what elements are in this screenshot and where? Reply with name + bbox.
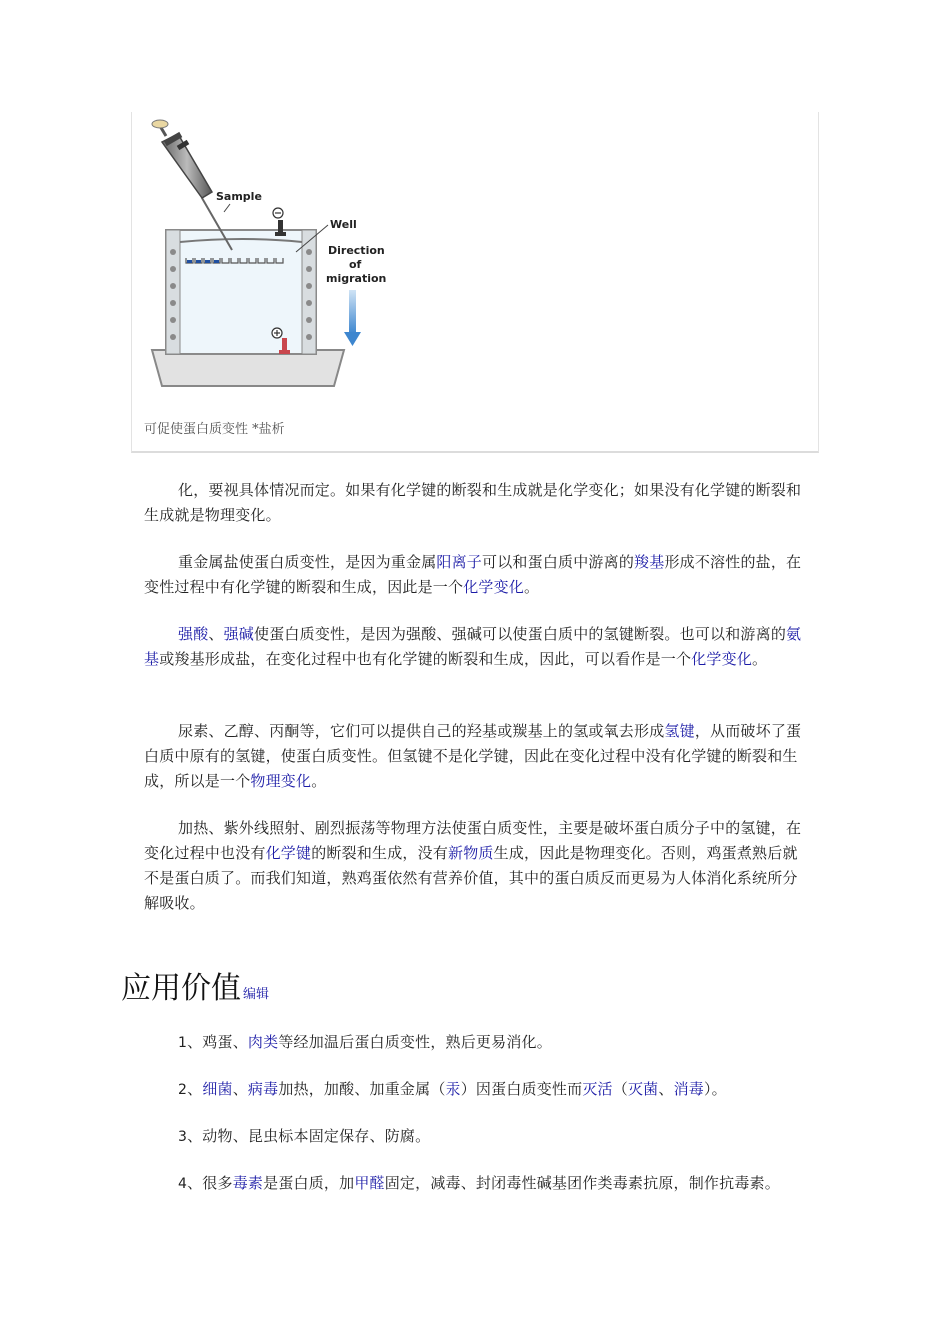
electrophoresis-diagram <box>144 112 424 402</box>
paragraph-2: 重金属盐使蛋白质变性，是因为重金属阳离子可以和蛋白质中游离的羧基形成不溶性的盐，在变性过程中有化学键的断裂和生成，因此是一个化学变化。 <box>144 553 802 596</box>
paragraph-5: 加热、紫外线照射、剧烈振荡等物理方法使蛋白质变性，主要是破坏蛋白质分子中的氢键，在变化过程中也没有化学键的断裂和生成，没有新物质生成，因此是物理变化。否则，鸡蛋煮熟后就不是蛋白质了。而我们知道，熟鸡蛋依然有营养价值，其中的蛋白质反而更易为人体消化系统所分解吸收。 <box>144 819 802 912</box>
link-chemical-change-2[interactable]: 化学变化 <box>691 650 753 668</box>
link-meat[interactable]: 肉类 <box>247 1033 279 1051</box>
link-disinfection[interactable]: 消毒 <box>673 1080 704 1098</box>
figure-caption: 可促使蛋白质变性 *盐析 <box>144 422 285 437</box>
paragraph-3: 强酸、强碱使蛋白质变性，是因为强酸、强碱可以使蛋白质中的氢键断裂。也可以和游离的氨基或羧基形成盐，在变化过程中也有化学键的断裂和生成，因此，可以看作是一个化学变化。 <box>144 625 802 668</box>
link-virus[interactable]: 病毒 <box>247 1080 279 1098</box>
link-bacteria[interactable]: 细菌 <box>202 1080 233 1098</box>
link-formaldehyde[interactable]: 甲醛 <box>354 1174 385 1192</box>
link-carboxyl[interactable]: 羧基 <box>634 553 665 571</box>
figure-box <box>131 112 819 453</box>
list-item-1: 1、鸡蛋、肉类等经加温后蛋白质变性，熟后更易消化。 <box>178 1033 552 1051</box>
gel-tray <box>152 350 344 386</box>
link-toxin[interactable]: 毒素 <box>232 1174 264 1192</box>
positive-electrode <box>282 338 287 352</box>
svg-text:migration: migration <box>326 272 387 285</box>
list-item-2: 2、细菌、病毒加热，加酸、加重金属（汞）因蛋白质变性而灭活（灭菌、消毒）。 <box>178 1080 727 1098</box>
link-chemical-change[interactable]: 化学变化 <box>463 578 525 596</box>
paragraph-4: 尿素、乙醇、丙酮等，它们可以提供自己的羟基或羰基上的氢或氧去形成氢键，从而破坏了蛋白质中原有的氢键，使蛋白质变性。但氢键不是化学键，因此在变化过程中没有化学键的断裂和生成，所以是一个物理变化。 <box>144 722 802 790</box>
link-hydrogen-bond[interactable]: 氢键 <box>664 722 695 740</box>
svg-text:of: of <box>349 258 362 271</box>
link-physical-change[interactable]: 物理变化 <box>250 772 312 790</box>
link-amino[interactable]: 氨基 <box>144 625 802 668</box>
edit-link[interactable]: 编辑 <box>243 987 270 1002</box>
migration-arrow <box>349 290 356 334</box>
label-direction: Direction <box>328 244 385 257</box>
label-well: Well <box>330 218 357 231</box>
link-strong-acid[interactable]: 强酸 <box>178 625 209 643</box>
link-inactivation[interactable]: 灭活 <box>582 1080 613 1098</box>
link-strong-base[interactable]: 强碱 <box>223 625 255 643</box>
link-cation[interactable]: 阳离子 <box>436 553 483 571</box>
link-sterilization[interactable]: 灭菌 <box>627 1080 659 1098</box>
section-heading: 应用价值 编辑 <box>121 971 270 1006</box>
link-mercury[interactable]: 汞 <box>445 1080 461 1098</box>
negative-electrode <box>278 220 283 234</box>
list-item-3: 3、动物、昆虫标本固定保存、防腐。 <box>178 1127 431 1145</box>
link-chemical-bond[interactable]: 化学键 <box>265 844 312 862</box>
list-item-4: 4、很多毒素是蛋白质，加甲醛固定，减毒、封闭毒性碱基团作类毒素抗原，制作抗毒素。 <box>178 1174 780 1192</box>
link-new-substance[interactable]: 新物质 <box>448 844 494 862</box>
label-sample: Sample <box>216 190 262 203</box>
gel-box <box>166 230 316 354</box>
paragraph-1: 化，要视具体情况而定。如果有化学键的断裂和生成就是化学变化；如果没有化学键的断裂和生成就是物理变化。 <box>144 481 802 524</box>
